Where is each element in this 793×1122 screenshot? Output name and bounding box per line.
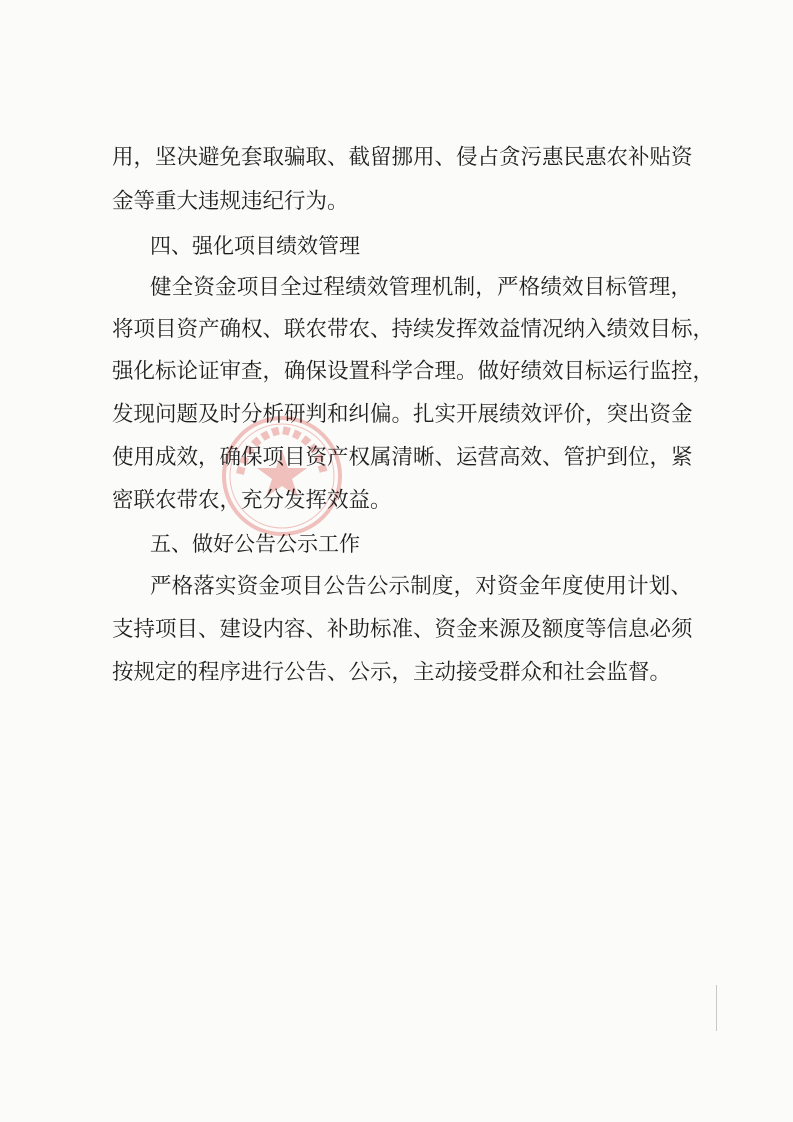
paragraph-line: 严格落实资金项目公告公示制度，对资金年度使用计划、 xyxy=(150,574,692,599)
section-heading: 四、强化项目绩效管理 xyxy=(150,234,360,258)
paragraph-line: 按规定的程序进行公告、公示，主动接受群众和社会监督。 xyxy=(112,660,672,685)
scan-artifact-line xyxy=(716,985,717,1031)
section-heading: 五、做好公告公示工作 xyxy=(150,532,360,556)
paragraph-line: 健全资金项目全过程绩效管理机制，严格绩效目标管理， xyxy=(150,275,692,300)
paragraph-line: 金等重大违规违纪行为。 xyxy=(112,189,349,214)
paragraph-line: 用，坚决避免套取骗取、截留挪用、侵占贪污惠民惠农补贴资 xyxy=(112,145,693,170)
paragraph-line: 将项目资产确权、联农带农、持续发挥效益情况纳入绩效目标， xyxy=(112,317,715,342)
paragraph-line: 使用成效，确保项目资产权属清晰、运营高效、管护到位，紧 xyxy=(112,445,693,470)
official-seal-stamp xyxy=(218,412,346,540)
paragraph-line: 发现问题及时分析研判和纠偏。扎实开展绩效评价，突出资金 xyxy=(112,402,693,427)
paragraph-line: 支持项目、建设内容、补助标准、资金来源及额度等信息必须 xyxy=(112,617,693,642)
paragraph-line: 密联农带农，充分发挥效益。 xyxy=(112,488,392,513)
paragraph-line: 强化标论证审查，确保设置科学合理。做好绩效目标运行监控， xyxy=(112,359,715,384)
